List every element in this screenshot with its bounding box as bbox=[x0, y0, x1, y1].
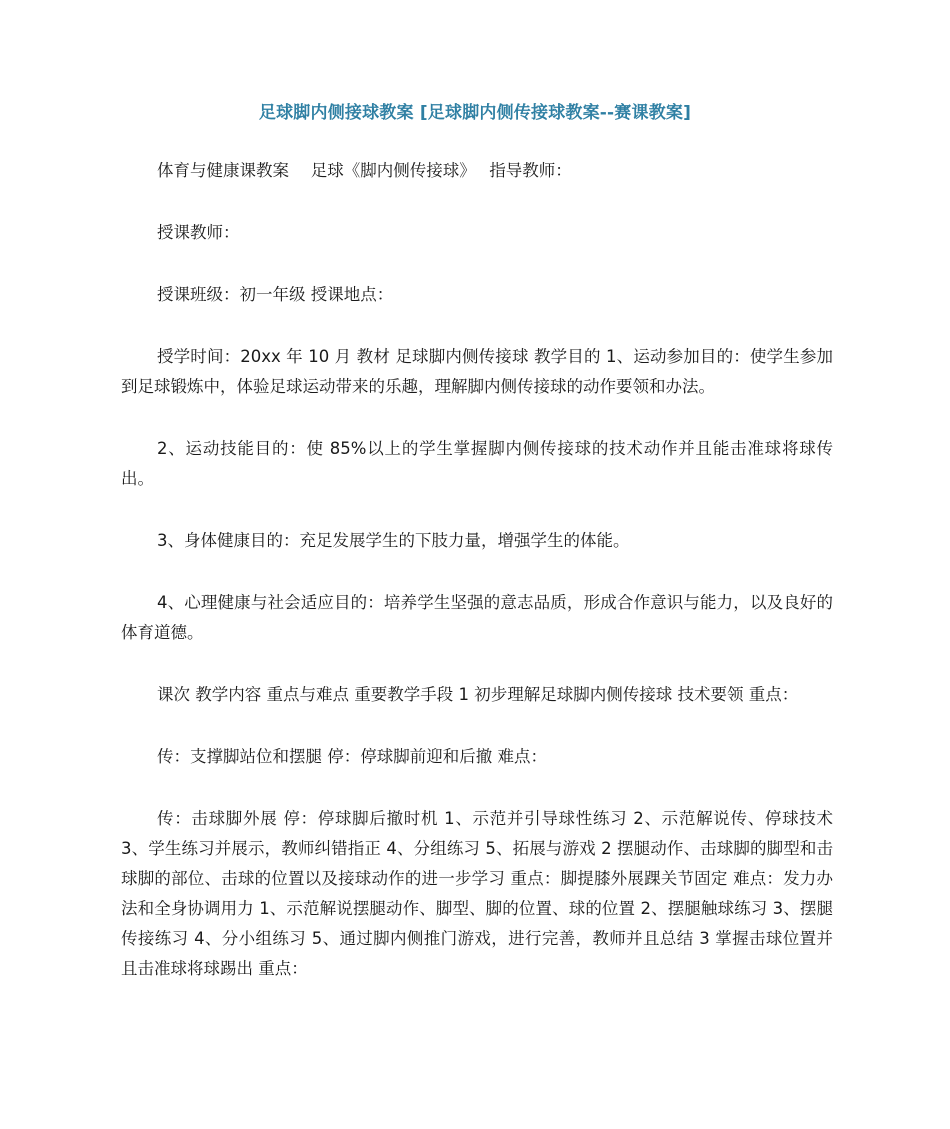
paragraph-time-objective-1: 授学时间：20xx 年 10 月 教材 足球脚内侧传接球 教学目的 1、运动参加目的：使学生参加到足球锻炼中，体验足球运动带来的乐趣，理解脚内侧传接球的动作要领和办法。 bbox=[121, 347, 833, 396]
paragraph-teacher: 授课教师： bbox=[157, 223, 240, 242]
paragraph-lesson-table-header: 课次 教学内容 重点与难点 重要教学手段 1 初步理解足球脚内侧传接球 技术要领 重点： bbox=[157, 685, 799, 704]
document-title: 足球脚内侧接球教案 [足球脚内侧传接球教案--赛课教案] bbox=[258, 103, 692, 123]
paragraph-objective-3: 3、身体健康目的：充足发展学生的下肢力量，增强学生的体能。 bbox=[157, 531, 630, 550]
paragraph-key-points: 传：支撑脚站位和摆腿 停：停球脚前迎和后撤 难点： bbox=[157, 747, 547, 766]
paragraph-class-location: 授课班级：初一年级 授课地点： bbox=[157, 285, 394, 304]
paragraph-objective-2: 2、运动技能目的：使 85%以上的学生掌握脚内侧传接球的技术动作并且能击准球将球传出。 bbox=[121, 439, 833, 488]
paragraph-teaching-methods: 传：击球脚外展 停：停球脚后撤时机 1、示范并引导球性练习 2、示范解说传、停球技术 3、学生练习并展示，教师纠错指正 4、分组练习 5、拓展与游戏 2 摆腿动作、击球脚的脚型和击球脚的部位、击球的位置以及接球动作的进一步学习 重点：脚提膝外展踝关节固定 难点：发力办法和全身协调用力 1、示范解说摆腿动作、脚型、脚的位置、球的位置 2、摆腿触球练习 3、摆腿传接练习 4、分小组练习 5、通过脚内侧推门游戏，进行完善，教师并且总结 3 掌握击球位置并且击准球将球踢出 重点： bbox=[121, 809, 833, 978]
paragraph-course-header: 体育与健康课教案 足球《脚内侧传接球》 指导教师： bbox=[157, 161, 572, 180]
document-body bbox=[121, 156, 833, 1016]
paragraph-objective-4: 4、心理健康与社会适应目的：培养学生坚强的意志品质，形成合作意识与能力，以及良好的体育道德。 bbox=[121, 593, 833, 642]
